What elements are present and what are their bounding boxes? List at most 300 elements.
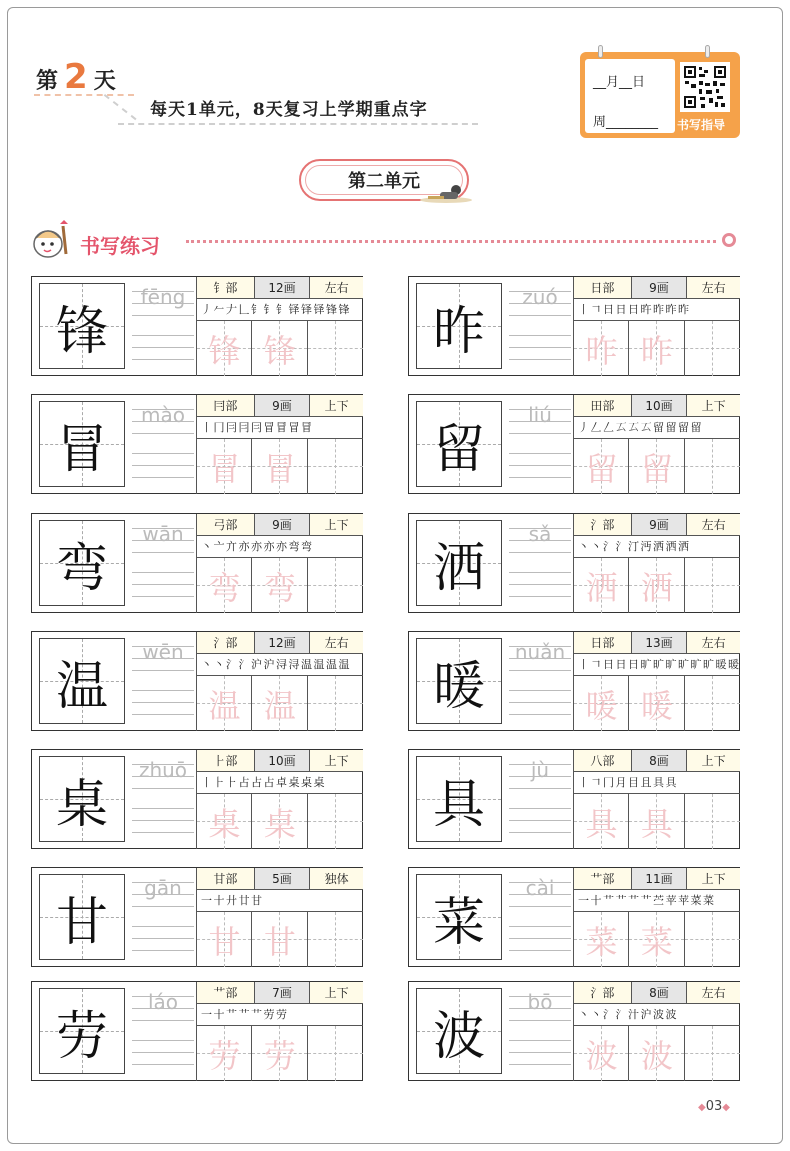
pinyin-line (509, 335, 571, 336)
trace-cell[interactable] (197, 439, 252, 494)
day-prefix: 第 (36, 69, 59, 94)
stroke-order: 丨 𠃍 冂 月 目 且 具 具 (573, 772, 740, 794)
pinyin-line (509, 832, 571, 833)
model-character: 甘 (55, 892, 108, 953)
structure: 左右 (687, 277, 740, 298)
ring-icon (598, 45, 603, 58)
writing-guide-label[interactable]: 书写指导 (677, 118, 726, 132)
trace-cell[interactable] (629, 558, 684, 613)
pinyin-line (132, 477, 194, 478)
pinyin: nuǎn (514, 640, 566, 664)
model-character: 锋 (55, 301, 108, 362)
pinyin-line (509, 714, 571, 715)
structure: 上下 (310, 750, 363, 771)
trace-cell[interactable] (574, 439, 629, 494)
pinyin-line (509, 409, 571, 410)
pinyin-line (509, 788, 571, 789)
pinyin-line (132, 347, 194, 348)
divider-end-icon (722, 233, 736, 247)
pinyin: wān (142, 522, 184, 546)
pinyin-line (132, 453, 194, 454)
character-card (31, 631, 363, 731)
trace-character: 甘 (208, 922, 241, 961)
practice-grid (573, 321, 740, 376)
character-card (408, 394, 740, 494)
pinyin-line (509, 906, 571, 907)
pinyin-line (132, 596, 194, 597)
trace-character: 昨 (585, 331, 618, 370)
model-character: 冒 (55, 419, 108, 480)
pinyin-line (509, 926, 571, 927)
pinyin-line (132, 528, 194, 529)
trace-character: 洒 (585, 568, 618, 607)
trace-character: 锋 (208, 331, 241, 370)
radical: ⺊部 (197, 750, 255, 771)
character-mascot-icon (418, 182, 476, 204)
model-character-box (39, 401, 125, 487)
trace-character: 桌 (263, 804, 296, 843)
radical: 氵部 (574, 514, 632, 535)
pinyin-line (509, 347, 571, 348)
trace-character: 弯 (263, 568, 296, 607)
pinyin-line (132, 1040, 194, 1041)
pinyin-line (132, 646, 194, 647)
date-field[interactable]: __月__日 (593, 75, 646, 90)
trace-cell[interactable] (197, 321, 252, 376)
character-info (573, 982, 740, 1004)
pinyin-line (509, 291, 571, 292)
model-character-box (416, 520, 502, 606)
structure: 上下 (310, 514, 363, 535)
pinyin-line (132, 1008, 194, 1009)
model-character: 具 (432, 774, 485, 835)
pinyin: liú (528, 403, 552, 427)
trace-character: 留 (585, 449, 618, 488)
stroke-order: 一 十 艹 艹 艹 艹 苎 苹 苹 菜 菜 (573, 890, 740, 912)
model-character: 暖 (432, 656, 485, 717)
practice-grid (573, 794, 740, 849)
stroke-count: 9画 (632, 514, 688, 535)
blank-cell[interactable] (308, 321, 363, 376)
stroke-count: 8画 (632, 750, 688, 771)
stroke-order: 丶 丶 氵 氵 沪 沪 浔 浔 温 温 温 温 (196, 654, 363, 676)
character-info (196, 750, 363, 772)
stroke-count: 10画 (255, 750, 311, 771)
weekday-field[interactable]: 周________ (593, 115, 659, 130)
trace-character: 劳 (263, 1036, 296, 1075)
trace-character: 暖 (585, 686, 618, 725)
trace-character: 温 (263, 686, 296, 725)
model-character-box (416, 874, 502, 960)
pinyin: wēn (142, 640, 184, 664)
stroke-order: 丶 亠 亣 亦 亦 亦 亦 弯 弯 (196, 536, 363, 558)
pinyin-line (509, 764, 571, 765)
trace-character: 菜 (585, 922, 618, 961)
pinyin-line (132, 421, 194, 422)
pinyin-line (509, 820, 571, 821)
stroke-count: 10画 (632, 395, 688, 416)
structure: 独体 (310, 868, 363, 889)
pinyin-line (132, 702, 194, 703)
model-character-box (39, 988, 125, 1074)
stroke-count: 9画 (632, 277, 688, 298)
trace-cell[interactable] (629, 676, 684, 731)
character-info (573, 750, 740, 772)
section-divider (186, 240, 716, 243)
pinyin: zuó (522, 285, 558, 309)
ring-icon (705, 45, 710, 58)
character-card (31, 867, 363, 967)
practice-grid (573, 439, 740, 494)
subtitle: 每天1单元，8天复习上学期重点字 (150, 100, 428, 120)
trace-character: 锋 (263, 331, 296, 370)
pinyin-line (509, 894, 571, 895)
character-card (31, 981, 363, 1081)
trace-character: 留 (640, 449, 673, 488)
pinyin-line (132, 335, 194, 336)
pinyin-line (132, 996, 194, 997)
pinyin-line (509, 882, 571, 883)
trace-character: 桌 (208, 804, 241, 843)
practice-grid (196, 676, 363, 731)
pinyin-line (132, 465, 194, 466)
pinyin-box (132, 638, 194, 724)
radical: 钅部 (197, 277, 255, 298)
pinyin-box (509, 988, 571, 1074)
date-fields (585, 59, 675, 133)
pinyin-line (509, 996, 571, 997)
pinyin-line (509, 690, 571, 691)
pinyin-line (132, 926, 194, 927)
trace-cell[interactable] (197, 676, 252, 731)
trace-cell[interactable] (252, 439, 307, 494)
pinyin-line (132, 303, 194, 304)
character-card (31, 394, 363, 494)
trace-cell[interactable] (574, 321, 629, 376)
trace-cell[interactable] (574, 794, 629, 849)
trace-character: 洒 (640, 568, 673, 607)
trace-character: 温 (208, 686, 241, 725)
pinyin-box (509, 520, 571, 606)
trace-character: 暖 (640, 686, 673, 725)
radical: 冃部 (197, 395, 255, 416)
practice-grid (196, 321, 363, 376)
pinyin-box (132, 401, 194, 487)
character-card (31, 276, 363, 376)
pinyin-line (132, 714, 194, 715)
pinyin-line (132, 584, 194, 585)
stroke-order: 丨 𠃍 日 日 日 旿 昨 昨 昨 (573, 299, 740, 321)
pinyin-line (509, 658, 571, 659)
trace-cell[interactable] (629, 439, 684, 494)
stroke-count: 12画 (255, 632, 311, 653)
stroke-count: 11画 (632, 868, 688, 889)
trace-cell[interactable] (574, 1026, 629, 1081)
pinyin-line (132, 552, 194, 553)
character-info (573, 514, 740, 536)
practice-grid (196, 439, 363, 494)
trace-cell[interactable] (252, 321, 307, 376)
trace-cell[interactable] (252, 558, 307, 613)
trace-cell[interactable] (629, 1026, 684, 1081)
pinyin: bō (527, 990, 553, 1014)
radical: 弓部 (197, 514, 255, 535)
pinyin-line (132, 359, 194, 360)
diamond-icon: ◆ (722, 1102, 730, 1113)
blank-cell[interactable] (685, 794, 740, 849)
pinyin-line (509, 1040, 571, 1041)
model-character: 弯 (55, 538, 108, 599)
stroke-order: 一 十 艹 艹 艹 劳 劳 (196, 1004, 363, 1026)
pinyin-line (132, 788, 194, 789)
pinyin-line (509, 421, 571, 422)
pinyin-line (509, 808, 571, 809)
blank-cell[interactable] (685, 676, 740, 731)
pinyin: gān (144, 876, 182, 900)
pinyin-box (132, 756, 194, 842)
trace-cell[interactable] (252, 912, 307, 967)
blank-cell[interactable] (685, 912, 740, 967)
model-character: 菜 (432, 892, 485, 953)
pinyin-line (132, 894, 194, 895)
pinyin-line (132, 832, 194, 833)
pinyin-box (509, 874, 571, 960)
model-character-box (416, 283, 502, 369)
radical: 艹部 (574, 868, 632, 889)
pinyin-line (132, 572, 194, 573)
practice-grid (196, 912, 363, 967)
model-character: 温 (55, 656, 108, 717)
trace-character: 冒 (208, 449, 241, 488)
model-character-box (416, 988, 502, 1074)
subtitle-underline (118, 123, 478, 125)
blank-cell[interactable] (308, 558, 363, 613)
pinyin-line (509, 528, 571, 529)
pinyin-line (132, 658, 194, 659)
character-card (408, 981, 740, 1081)
blank-cell[interactable] (308, 676, 363, 731)
trace-cell[interactable] (252, 1026, 307, 1081)
pinyin-line (509, 477, 571, 478)
pinyin-line (509, 1020, 571, 1021)
blank-cell[interactable] (685, 321, 740, 376)
character-info (196, 277, 363, 299)
pinyin-line (509, 315, 571, 316)
pinyin-box (132, 520, 194, 606)
blank-cell[interactable] (308, 439, 363, 494)
character-card (31, 513, 363, 613)
pinyin-line (132, 1064, 194, 1065)
page-number-wrap (698, 1099, 730, 1114)
pinyin: sǎ (528, 522, 552, 546)
model-character: 留 (432, 419, 485, 480)
blank-cell[interactable] (685, 1026, 740, 1081)
character-card (408, 749, 740, 849)
practice-grid (573, 558, 740, 613)
practice-grid (573, 912, 740, 967)
pinyin: zhuō (138, 758, 188, 782)
blank-cell[interactable] (308, 1026, 363, 1081)
stroke-order: 丨 冂 冃 冃 冃 冒 冒 冒 冒 (196, 417, 363, 439)
pinyin-line (132, 1020, 194, 1021)
pinyin-line (509, 702, 571, 703)
structure: 左右 (687, 632, 740, 653)
stroke-order: 丿 𠃋 𠃋 𠫔 𠫔 𠫔 留 留 留 留 (573, 417, 740, 439)
stroke-order: 丶 丶 氵 氵 汀 沔 洒 洒 洒 (573, 536, 740, 558)
stroke-count: 9画 (255, 395, 311, 416)
character-info (573, 277, 740, 299)
day-heading (36, 57, 116, 97)
pinyin-line (132, 764, 194, 765)
radical: 氵部 (197, 632, 255, 653)
pinyin-line (132, 291, 194, 292)
trace-character: 具 (585, 804, 618, 843)
pinyin-line (132, 820, 194, 821)
stroke-count: 13画 (632, 632, 688, 653)
pinyin-line (509, 572, 571, 573)
radical: 八部 (574, 750, 632, 771)
pinyin-line (132, 433, 194, 434)
pinyin-box (132, 988, 194, 1074)
character-card (31, 749, 363, 849)
trace-cell[interactable] (252, 794, 307, 849)
trace-cell[interactable] (197, 794, 252, 849)
pinyin-line (509, 1052, 571, 1053)
practice-grid (573, 676, 740, 731)
pinyin-line (132, 690, 194, 691)
structure: 上下 (310, 395, 363, 416)
trace-cell[interactable] (574, 912, 629, 967)
practice-grid (196, 558, 363, 613)
pinyin-line (509, 453, 571, 454)
trace-character: 昨 (640, 331, 673, 370)
pinyin-line (509, 359, 571, 360)
pinyin-box (509, 283, 571, 369)
model-character-box (416, 401, 502, 487)
character-card (408, 513, 740, 613)
pinyin-line (132, 776, 194, 777)
pinyin-box (509, 401, 571, 487)
trace-character: 甘 (263, 922, 296, 961)
day-suffix: 天 (93, 69, 116, 94)
pinyin-line (509, 670, 571, 671)
character-info (573, 868, 740, 890)
pinyin-line (132, 1052, 194, 1053)
trace-character: 冒 (263, 449, 296, 488)
stroke-order: 丶 丶 氵 氵 汁 沪 波 波 (573, 1004, 740, 1026)
pinyin-box (509, 756, 571, 842)
structure: 上下 (687, 395, 740, 416)
pinyin-box (132, 283, 194, 369)
blank-cell[interactable] (308, 912, 363, 967)
radical: 艹部 (197, 982, 255, 1003)
blank-cell[interactable] (685, 558, 740, 613)
trace-character: 劳 (208, 1036, 241, 1075)
model-character: 洒 (432, 538, 485, 599)
trace-character: 波 (640, 1036, 673, 1075)
blank-cell[interactable] (685, 439, 740, 494)
page-number: 03 (705, 1099, 723, 1114)
model-character: 桌 (55, 774, 108, 835)
model-character: 劳 (55, 1006, 108, 1067)
character-info (196, 632, 363, 654)
character-card (408, 276, 740, 376)
day-underline (34, 94, 134, 96)
character-info (573, 632, 740, 654)
trace-cell[interactable] (574, 676, 629, 731)
trace-character: 菜 (640, 922, 673, 961)
unit-title: 第二单元 (348, 171, 420, 192)
character-info (196, 514, 363, 536)
trace-cell[interactable] (629, 912, 684, 967)
radical: 日部 (574, 632, 632, 653)
mascot-pencil-icon (30, 220, 72, 260)
trace-cell[interactable] (629, 794, 684, 849)
trace-cell[interactable] (629, 321, 684, 376)
stroke-order: 丨 ⺊ ⺊ 占 占 占 卓 桌 桌 桌 (196, 772, 363, 794)
model-character-box (416, 756, 502, 842)
pinyin: fēng (140, 285, 186, 309)
trace-character: 具 (640, 804, 673, 843)
radical: 日部 (574, 277, 632, 298)
trace-cell[interactable] (197, 912, 252, 967)
pinyin: mào (141, 403, 185, 427)
trace-cell[interactable] (197, 1026, 252, 1081)
stroke-count: 8画 (632, 982, 688, 1003)
day-number: 2 (64, 57, 88, 97)
qr-code-icon[interactable] (680, 62, 730, 112)
pinyin-line (132, 938, 194, 939)
model-character-box (416, 638, 502, 724)
structure: 左右 (687, 514, 740, 535)
pinyin-line (509, 938, 571, 939)
trace-cell[interactable] (574, 558, 629, 613)
pinyin-line (509, 465, 571, 466)
character-info (573, 395, 740, 417)
trace-cell[interactable] (252, 676, 307, 731)
pinyin: cài (525, 876, 555, 900)
structure: 左右 (310, 632, 363, 653)
diamond-icon: ◆ (698, 1102, 706, 1113)
pinyin-line (509, 1064, 571, 1065)
trace-cell[interactable] (197, 558, 252, 613)
blank-cell[interactable] (308, 794, 363, 849)
model-character-box (39, 520, 125, 606)
model-character: 昨 (432, 301, 485, 362)
pinyin-line (509, 776, 571, 777)
model-character-box (39, 874, 125, 960)
structure: 左右 (310, 277, 363, 298)
pinyin: láo (147, 990, 179, 1014)
model-character-box (39, 756, 125, 842)
pinyin-line (132, 808, 194, 809)
pinyin-line (509, 584, 571, 585)
character-card (408, 867, 740, 967)
section-title: 书写练习 (80, 234, 160, 258)
pinyin-line (509, 303, 571, 304)
character-info (196, 395, 363, 417)
pinyin-line (132, 882, 194, 883)
structure: 左右 (687, 982, 740, 1003)
stroke-count: 5画 (255, 868, 311, 889)
stroke-count: 9画 (255, 514, 311, 535)
radical: 田部 (574, 395, 632, 416)
model-character-box (39, 283, 125, 369)
structure: 上下 (687, 868, 740, 889)
practice-grid (196, 794, 363, 849)
pinyin-line (132, 315, 194, 316)
model-character: 波 (432, 1006, 485, 1067)
